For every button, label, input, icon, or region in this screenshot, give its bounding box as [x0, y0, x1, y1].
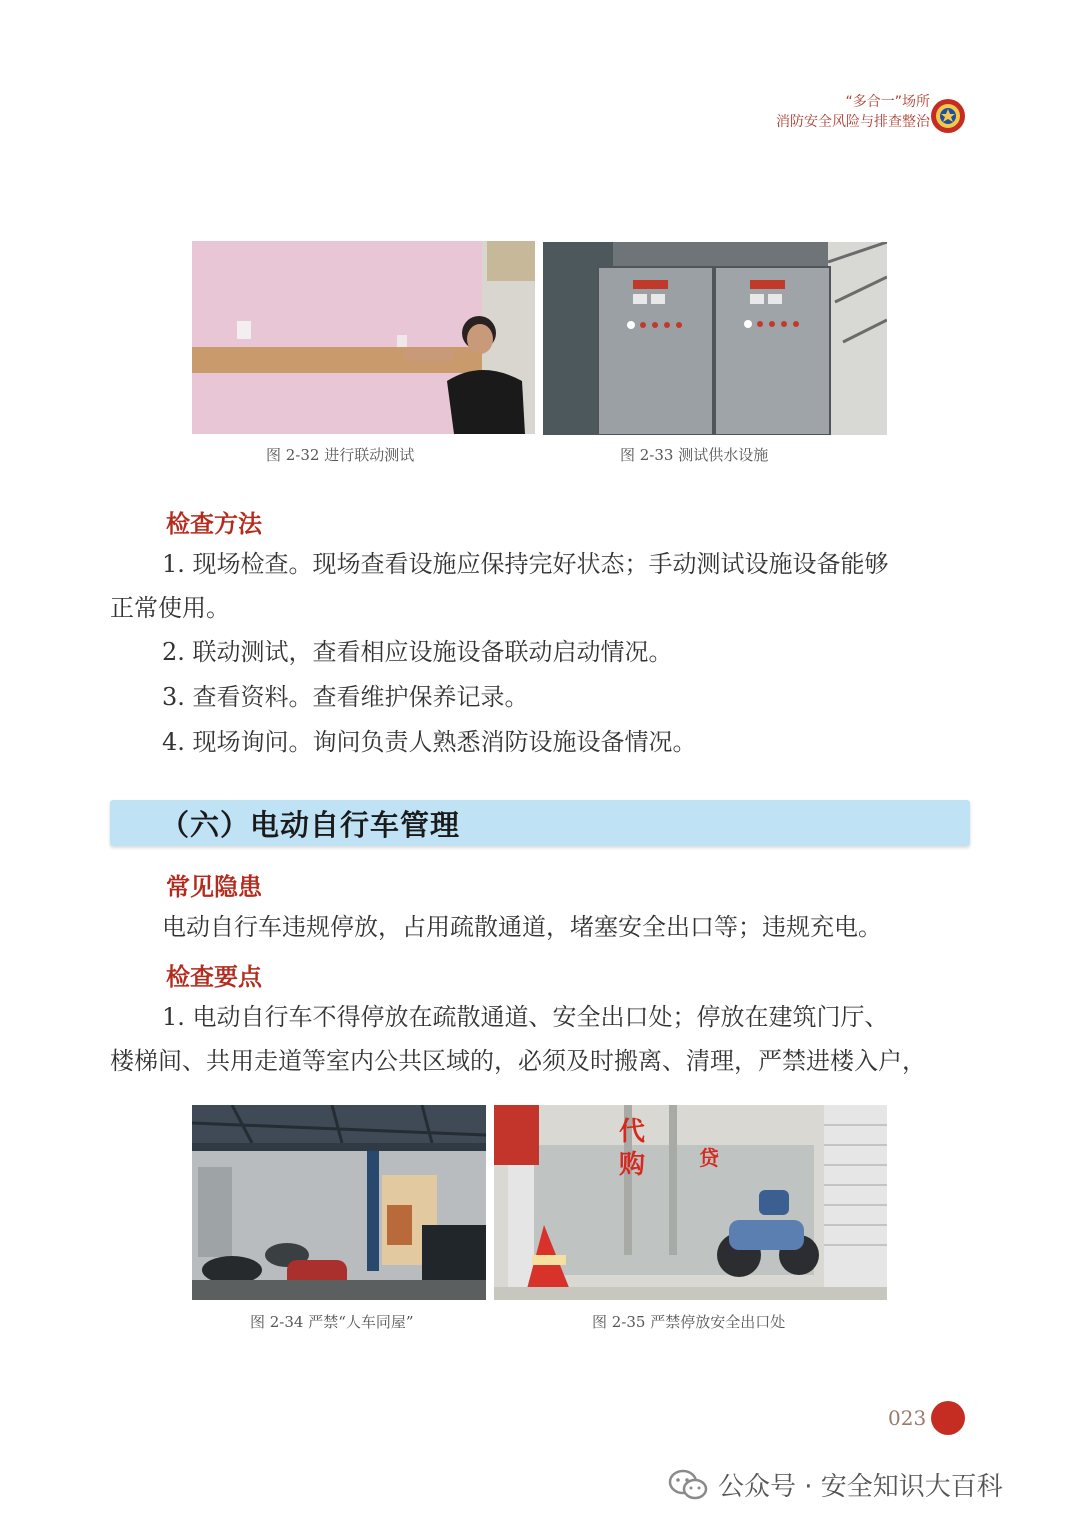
running-header [776, 92, 930, 132]
footer-watermark [668, 1466, 1003, 1503]
figure-caption-2-35: 图 2-35 严禁停放安全出口处 [592, 1313, 786, 1331]
svg-text:购: 购 [619, 1150, 646, 1180]
subhead-common-hazards: 常见隐患 [166, 873, 262, 901]
svg-text:代: 代 [619, 1117, 646, 1147]
page-number: 023 [888, 1406, 927, 1430]
subhead-inspection-method: 检查方法 [166, 510, 262, 538]
method-item-1-line1: 1. 现场检查。现场查看设施应保持完好状态；手动测试设施设备能够 [162, 550, 889, 578]
section-title: （六）电动自行车管理 [160, 808, 461, 842]
wechat-icon [668, 1469, 708, 1501]
photo-water-supply-test [543, 242, 887, 435]
method-item-1-line2: 正常使用。 [110, 594, 230, 622]
header-line1: “多合一”场所 [845, 94, 930, 110]
photo-linkage-test [192, 241, 535, 434]
header-line2: 消防安全风险与排查整治 [776, 114, 930, 130]
fire-rescue-emblem-icon [930, 98, 966, 134]
figure-caption-2-32: 图 2-32 进行联动测试 [266, 446, 415, 464]
method-item-3: 3. 查看资料。查看维护保养记录。 [162, 683, 529, 711]
svg-text:贷: 贷 [699, 1146, 719, 1170]
photo-no-parking-at-exit [494, 1105, 887, 1300]
figure-caption-2-34: 图 2-34 严禁“人车同屋” [250, 1313, 414, 1331]
key-point-1-line1: 1. 电动自行车不得停放在疏散通道、安全出口处；停放在建筑门厅、 [162, 1003, 889, 1031]
hazards-text: 电动自行车违规停放，占用疏散通道，堵塞安全出口等；违规充电。 [162, 913, 882, 941]
subhead-key-points: 检查要点 [166, 963, 262, 991]
figure-caption-2-33: 图 2-33 测试供水设施 [620, 446, 769, 464]
key-point-1-line2: 楼梯间、共用走道等室内公共区域的，必须及时搬离、清理，严禁进楼入户， [110, 1047, 926, 1075]
method-item-2: 2. 联动测试，查看相应设施设备联动启动情况。 [162, 638, 673, 666]
page-number-dot [931, 1401, 965, 1435]
footer-text: 公众号 · 安全知识大百科 [718, 1472, 1003, 1502]
method-item-4: 4. 现场询问。询问负责人熟悉消防设施设备情况。 [162, 728, 697, 756]
photo-no-bikes-indoors [192, 1105, 486, 1300]
